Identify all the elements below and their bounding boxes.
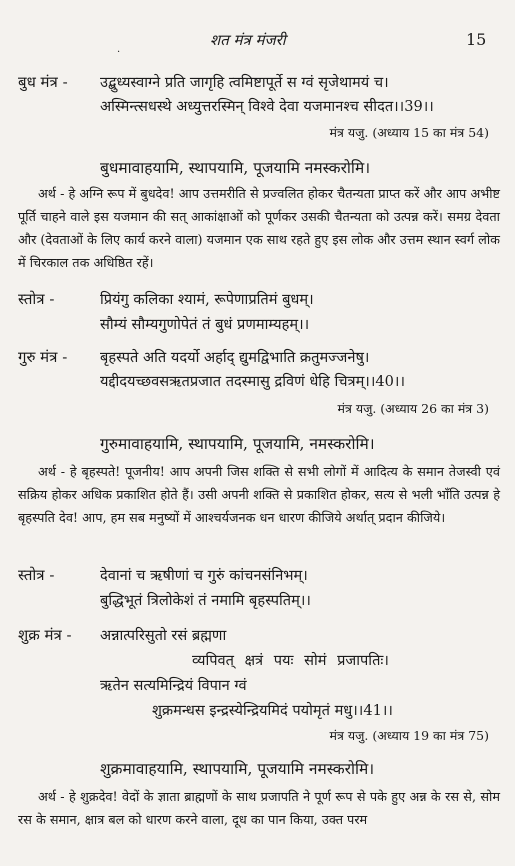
stotra-1-line-2: सौम्यं सौम्यगुणोपेतं तं बुधं प्रणमाम्यहम्।। — [100, 316, 310, 333]
shukra-meaning-text: अर्थ - हे शुक्रदेव! वेदों के ज्ञाता ब्राह्मणों के साथ प्रजापति ने पूर्ण रूप से पके हुए अन्न के रस से, सोम रस के समान, क्षात्र बल को धारण करने वाला, दूध का पान किया, उक्त परम — [18, 790, 500, 828]
shukra-mantra-reference: मंत्र यजु. (अध्याय 19 का मंत्र 75) — [329, 728, 489, 743]
guru-mantra-reference: मंत्र यजु. (अध्याय 26 का मंत्र 3) — [337, 401, 489, 416]
guru-meaning — [18, 461, 500, 530]
guru-mantra-label: गुरु मंत्र - — [18, 348, 68, 366]
guru-mantra-line-2: यद्दीदयच्छवसऋतप्रजात तदस्मासु द्रविणं धेहि चित्रम्।।40।। — [100, 373, 405, 390]
header-dot: . — [117, 44, 121, 55]
stotra-2-label: स्तोत्र - — [18, 566, 55, 584]
budh-meaning — [18, 183, 500, 275]
guru-mantra-line-1: बृहस्पते अति यदर्यो अर्हाद् द्युमद्विभाति क्रतुमज्जनेषु। — [100, 349, 370, 366]
budh-mantra-line-1: उद्बुध्यस्वाग्ने प्रति जागृहि त्वमिष्टापूर्ते स ग्वं सृजेथामयं च। — [100, 74, 389, 91]
budh-mantra-reference: मंत्र यजु. (अध्याय 15 का मंत्र 54) — [329, 125, 489, 140]
page-header — [0, 30, 515, 54]
shukra-invocation: शुक्रमावाहयामि, स्थापयामि, पूजयामि नमस्करोमि। — [100, 760, 375, 778]
stotra-1-label: स्तोत्र - — [18, 290, 55, 308]
shukra-mantra-line-2: व्यपिवत् क्षत्रं पयः सोमं प्रजापतिः। — [192, 652, 389, 669]
stotra-2-line-2: बुद्धिभूतं त्रिलोकेशं तं नमामि बृहस्पतिम्।। — [100, 592, 311, 609]
budh-invocation: बुधमावाहयामि, स्थापयामि, पूजयामि नमस्करोमि। — [100, 159, 371, 177]
shukra-mantra-line-4: शुक्रमन्धस इन्द्रस्येन्द्रियमिदं पयोमृतं मधु।।41।। — [152, 702, 393, 719]
guru-invocation: गुरुमावाहयामि, स्थापयामि, पूजयामि, नमस्करोमि। — [100, 435, 375, 453]
budh-mantra-line-2: अस्मिन्त्सधस्थे अध्युत्तरस्मिन् विश्वे देवा यजमानश्च सीदत।।39।। — [100, 98, 434, 115]
shukra-mantra-line-1: अन्नात्परिसुतो रसं ब्रह्मणा — [100, 627, 227, 644]
stotra-2-line-1: देवानां च ऋषीणां च गुरुं कांचनसंनिभम्। — [100, 567, 308, 584]
book-title: शत मंत्र मंजरी — [210, 31, 286, 49]
shukra-meaning — [18, 786, 500, 832]
guru-meaning-text: अर्थ - हे बृहस्पते! पूजनीय! आप अपनी जिस शक्ति से सभी लोगों में आदित्य के समान तेजस्वी एवं सक्रिय होकर अधिक प्रकाशित होते हैं। उसी अपनी शक्ति से प्रकाशित होकर, सत्य से भली भाँति उत्पन्न हे बृहस्पति देव! आप, हम सब मनुष्यों में आश्चर्यजनक धन धारण कीजिये अर्थात् प्रदान कीजिये। — [18, 465, 500, 526]
stotra-1-line-1: प्रियंगु कलिका श्यामं, रूपेणाप्रतिमं बुधम्। — [100, 291, 314, 308]
budh-meaning-text: अर्थ - हे अग्नि रूप में बुधदेव! आप उत्तमरीति से प्रज्वलित होकर चैतन्यता प्राप्त करें और आप अभीष्ट पूर्ति चाहने वाले इस यजमान की सत् आकांक्षाओं को पूर्णकर उसकी चैतन्यता को उत्पन्न करें। समग्र देवता और (देवताओं के लिए कार्य करने वाला) यजमान एक साथ रहते हुए इस लोक और उत्तम स्थान स्वर्ग लोक में चिरकाल तक अधिष्ठित रहें। — [18, 187, 500, 271]
shukra-mantra-line-3: ऋतेन सत्यमिन्द्रियं विपान ग्वं — [100, 677, 247, 694]
shukra-mantra-label: शुक्र मंत्र - — [18, 626, 72, 644]
budh-mantra-label: बुध मंत्र - — [18, 73, 68, 91]
page-number: 15 — [466, 30, 487, 49]
